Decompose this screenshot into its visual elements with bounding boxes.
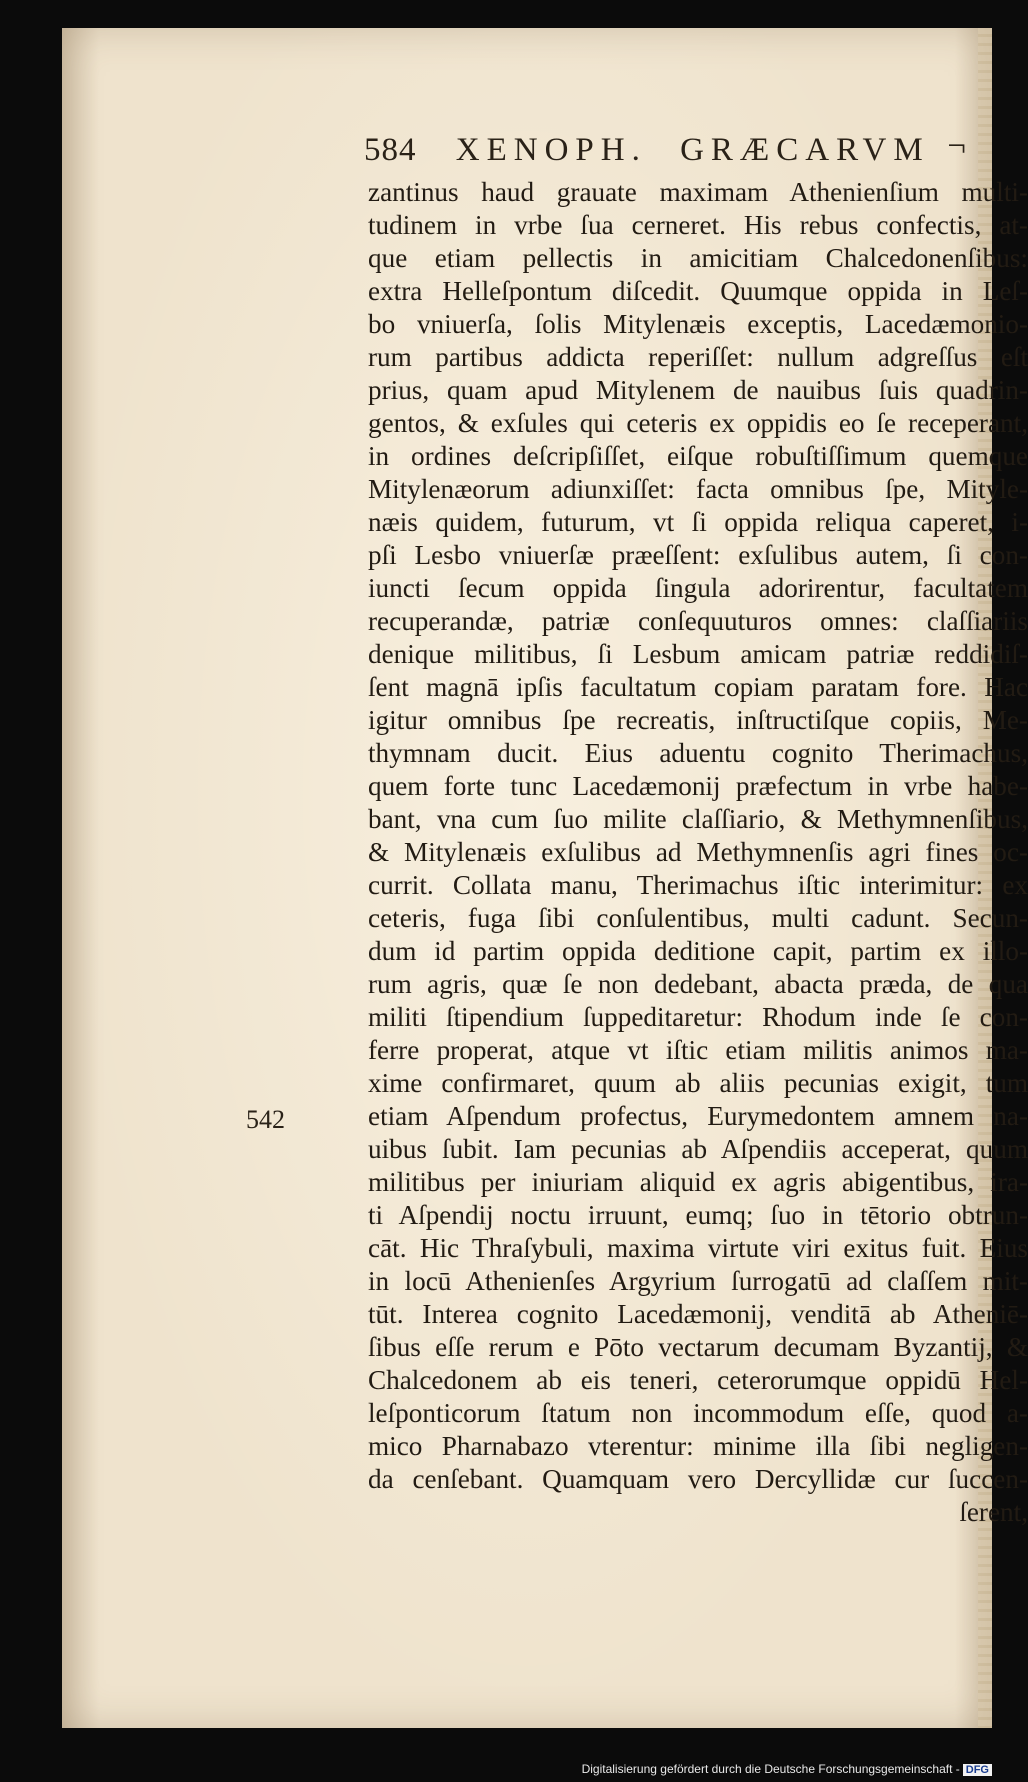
text-line: dum id partim oppida deditione capit, partim ex illo- bbox=[368, 936, 1028, 966]
text-line: que etiam pellectis in amicitiam Chalcedonenſibus: bbox=[368, 243, 1028, 273]
header-author: XENOPH. bbox=[455, 132, 647, 168]
footer-text: Digitalisierung gefördert durch die Deutsche Forschungsgemeinschaft - bbox=[581, 1762, 960, 1776]
text-line: prius, quam apud Mitylenem de nauibus ſuis quadrin- bbox=[368, 375, 1028, 405]
text-line: etiam Aſpendum profectus, Eurymedontem amnem na- bbox=[368, 1101, 1028, 1131]
text-line: cāt. Hic Thraſybuli, maxima virtute viri exitus fuit. Eius bbox=[368, 1233, 1028, 1263]
text-line: ti Aſpendij noctu irruunt, eumq; ſuo in tētorio obtrun- bbox=[368, 1200, 1028, 1230]
digitization-footer bbox=[582, 1762, 992, 1776]
text-line: uibus ſubit. Iam pecunias ab Aſpendiis acceperat, quum bbox=[368, 1134, 1028, 1164]
text-line: bo vniuerſa, ſolis Mitylenæis exceptis, Lacedæmonio- bbox=[368, 309, 1028, 339]
text-line: leſponticorum ſtatum non incommodum eſſe, quod a- bbox=[368, 1398, 1028, 1428]
text-line: recuperandæ, patriæ conſequuturos omnes: claſſiariis bbox=[368, 606, 1028, 636]
text-line: Mitylenæorum adiunxiſſet: facta omnibus ſpe, Mityle- bbox=[368, 474, 1028, 504]
text-line: gentos, & exſules qui ceteris ex oppidis eo ſe receperant, bbox=[368, 408, 1028, 438]
text-line: ferre properat, atque vt iſtic etiam militis animos ma- bbox=[368, 1035, 1028, 1065]
text-line: denique militibus, ſi Lesbum amicam patriæ reddidiſ- bbox=[368, 639, 1028, 669]
text-line: ſent magnā ipſis facultatum copiam paratam fore. Hac bbox=[368, 672, 1028, 702]
margin-note: 542 bbox=[246, 1105, 285, 1134]
body-text bbox=[368, 176, 1028, 1529]
text-line: rum partibus addicta reperiſſet: nullum adgreſſus eſt bbox=[368, 342, 1028, 372]
text-line: da cenſebant. Quamquam vero Dercyllidæ cur ſuccen- bbox=[368, 1464, 1028, 1494]
text-line: currit. Collata manu, Therimachus iſtic interimitur: ex bbox=[368, 870, 1028, 900]
text-line: ceteris, fuga ſibi conſulentibus, multi cadunt. Secun- bbox=[368, 903, 1028, 933]
header-title: GRÆCARVM bbox=[680, 132, 930, 168]
text-line: & Mitylenæis exſulibus ad Methymnenſis agri fines oc- bbox=[368, 837, 1028, 867]
text-line: bant, vna cum ſuo milite claſſiario, & Methymnenſibus, bbox=[368, 804, 1028, 834]
text-line: zantinus haud grauate maximam Athenienſium multi- bbox=[368, 177, 1028, 207]
text-line: rum agris, quæ ſe non dedebant, abacta præda, de qua bbox=[368, 969, 1028, 999]
text-line: tūt. Interea cognito Lacedæmonij, venditā ab Atheniē- bbox=[368, 1299, 1028, 1329]
text-line: in locū Athenienſes Argyrium ſurrogatū ad claſſem mit- bbox=[368, 1266, 1028, 1296]
text-line: iuncti ſecum oppida ſingula adorirentur, facultatem bbox=[368, 573, 1028, 603]
text-line: militi ſtipendium ſuppeditaretur: Rhodum inde ſe con- bbox=[368, 1002, 1028, 1032]
text-line: ſibus eſſe rerum e Pōto vectarum decumam Byzantij, & bbox=[368, 1332, 1028, 1362]
text-line: Chalcedonem ab eis teneri, ceterorumque oppidū Hel- bbox=[368, 1365, 1028, 1395]
header-mark: ¬ bbox=[947, 128, 966, 164]
text-line: mico Pharnabazo vterentur: minime illa ſibi negligen- bbox=[368, 1431, 1028, 1461]
dfg-logo: DFG bbox=[963, 1764, 992, 1776]
text-line: in ordines deſcripſiſſet, eiſque robuſtiſſimum quemque bbox=[368, 441, 1028, 471]
text-line: pſi Lesbo vniuerſæ præeſſent: exſulibus autem, ſi con- bbox=[368, 540, 1028, 570]
text-line: ſerent, bbox=[959, 1497, 1028, 1527]
text-line: tudinem in vrbe ſua cerneret. His rebus confectis, at- bbox=[368, 210, 1028, 240]
text-line: extra Helleſpontum diſcedit. Quumque oppida in Leſ- bbox=[368, 276, 1028, 306]
book-page bbox=[62, 28, 1028, 1728]
text-line: xime confirmaret, quum ab aliis pecunias exigit, tum bbox=[368, 1068, 1028, 1098]
text-line: quem forte tunc Lacedæmonij præfectum in vrbe habe- bbox=[368, 771, 1028, 801]
running-header bbox=[364, 128, 984, 172]
text-line: næis quidem, futurum, vt ſi oppida reliqua caperet, i- bbox=[368, 507, 1028, 537]
text-line: igitur omnibus ſpe recreatis, inſtructiſque copiis, Me- bbox=[368, 705, 1028, 735]
text-line: thymnam ducit. Eius aduentu cognito Therimachus, bbox=[368, 738, 1028, 768]
page-number: 584 bbox=[364, 132, 417, 168]
text-line: militibus per iniuriam aliquid ex agris abigentibus, ira- bbox=[368, 1167, 1028, 1197]
